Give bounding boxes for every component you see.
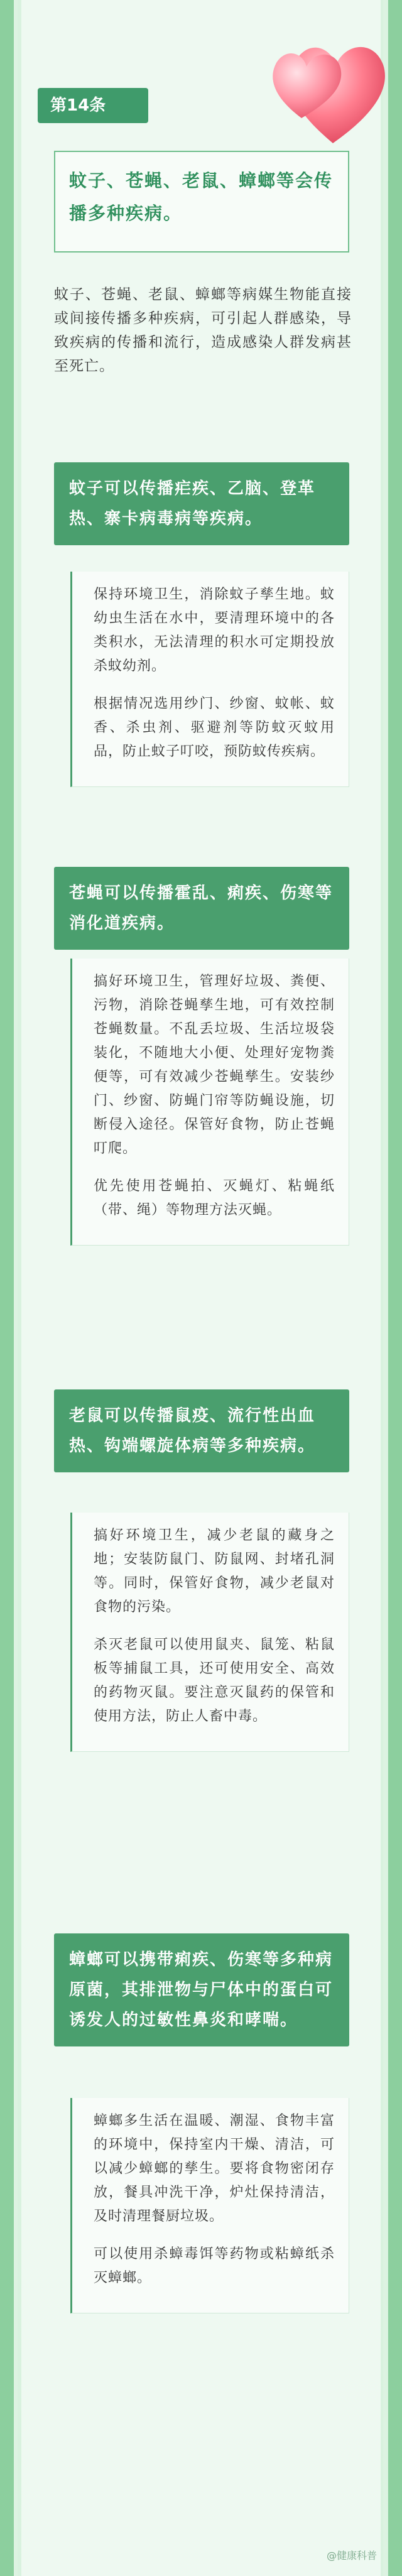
section-rat-panel <box>70 1513 349 1752</box>
section-mosquito-panel <box>70 572 349 787</box>
section-fly-panel <box>70 959 349 1246</box>
section-cockroach-panel <box>70 2098 349 2313</box>
section-mosquito-paragraph: 保持环境卫生，消除蚊子孳生地。蚊幼虫生活在水中，要清理环境中的各类积水，无法清理的积水可定期投放杀蚊幼剂。 <box>94 587 335 674</box>
section-mosquito-paragraph: 根据情况选用纱门、纱窗、蚊帐、蚊香、杀虫剂、驱避剂等防蚊灭蚊用品，防止蚊子叮咬，预防蚊传疾病。 <box>94 696 335 759</box>
watermark-text: @健康科普 <box>326 2550 377 2562</box>
hearts-decoration-icon <box>258 18 396 162</box>
section-fly-title: 苍蝇可以传播霍乱、痢疾、伤寒等消化道疾病。 <box>54 867 349 950</box>
section-cockroach-paragraph: 可以使用杀蟑毒饵等药物或粘蟑纸杀灭蟑螂。 <box>94 2246 335 2286</box>
section-rat-paragraph: 杀灭老鼠可以使用鼠夹、鼠笼、粘鼠板等捕鼠工具，还可使用安全、高效的药物灭鼠。要注意灭鼠药的保管和使用方法，防止人畜中毒。 <box>94 1637 335 1724</box>
section-fly-paragraph: 优先使用苍蝇拍、灭蝇灯、粘蝇纸（带、绳）等物理方法灭蝇。 <box>94 1178 335 1218</box>
section-rat-title: 老鼠可以传播鼠疫、流行性出血热、钩端螺旋体病等多种疾病。 <box>54 1389 349 1472</box>
heading-text: 蚊子、苍蝇、老鼠、蟑螂等会传播多种疾病。 <box>69 170 334 224</box>
intro-paragraph: 蚊子、苍蝇、老鼠、蟑螂等病媒生物能直接或间接传播多种疾病，可引起人群感染，导致疾病的传播和流行，造成感染人群发病甚至死亡。 <box>54 286 352 374</box>
section-cockroach-paragraph: 蟑螂多生活在温暖、潮湿、食物丰富的环境中，保持室内干燥、清洁，可以减少蟑螂的孳生。要将食物密闭存放，餐具冲洗干净，炉灶保持清洁，及时清理餐厨垃圾。 <box>94 2113 335 2224</box>
heading-box <box>54 151 349 253</box>
section-fly-paragraph: 搞好环境卫生，管理好垃圾、粪便、污物，消除苍蝇孳生地，可有效控制苍蝇数量。不乱丢垃圾、生活垃圾袋装化，不随地大小便、处理好宠物粪便等，可有效减少苍蝇孳生。安装纱门、纱窗、防蝇门帘等防蝇设施，切断侵入途径。保管好食物，防止苍蝇叮爬。 <box>94 974 335 1156</box>
section-cockroach-title: 蟑螂可以携带痢疾、伤寒等多种病原菌，其排泄物与尸体中的蛋白可诱发人的过敏性鼻炎和哮喘。 <box>54 1933 349 2046</box>
section-rat-paragraph: 搞好环境卫生，减少老鼠的藏身之地；安装防鼠门、防鼠网、封堵孔洞等。同时，保管好食物，减少老鼠对食物的污染。 <box>94 1528 335 1615</box>
article-number-tag: 第14条 <box>38 88 148 123</box>
section-mosquito-title: 蚊子可以传播疟疾、乙脑、登革热、寨卡病毒病等疾病。 <box>54 462 349 545</box>
